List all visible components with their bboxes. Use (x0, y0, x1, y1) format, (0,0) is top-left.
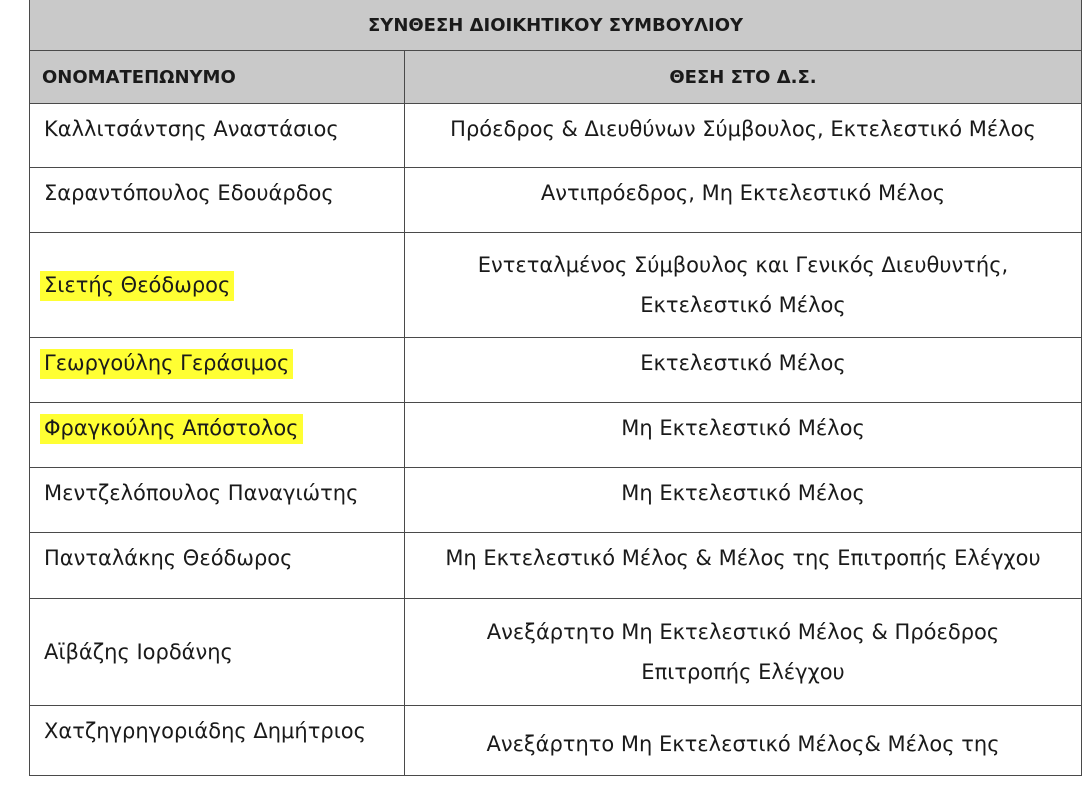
table-row (30, 168, 1082, 233)
table-row (30, 104, 1082, 168)
table-row (30, 468, 1082, 533)
member-name-cell (30, 706, 405, 776)
member-position-cell (405, 338, 1082, 403)
member-position-line: Μη Εκτελεστικό Μέλος (621, 481, 865, 505)
member-name: Σαραντόπουλος Εδουάρδος (44, 181, 334, 205)
member-name-cell (30, 233, 405, 338)
table-row (30, 233, 1082, 338)
member-position-cell (405, 233, 1082, 338)
column-header-name: ΟΝΟΜΑΤΕΠΩΝΥΜΟ (30, 51, 405, 104)
member-position-line: Μη Εκτελεστικό Μέλος & Μέλος της Επιτροπής Ελέγχου (445, 546, 1041, 570)
member-name-highlighted: Σιετής Θεόδωρος (40, 271, 234, 301)
member-name: Καλλιτσάντσης Αναστάσιος (44, 117, 339, 141)
member-name-highlighted: Φραγκούλης Απόστολος (40, 414, 303, 444)
member-position-cell (405, 168, 1082, 233)
member-name-cell (30, 599, 405, 706)
member-position-cell (405, 468, 1082, 533)
column-header-position: ΘΕΣΗ ΣΤΟ Δ.Σ. (405, 51, 1082, 104)
member-name-highlighted: Γεωργούλης Γεράσιμος (40, 349, 293, 379)
member-position-line: Εκτελεστικό Μέλος (640, 293, 846, 317)
member-position-cell (405, 706, 1082, 776)
member-position-cell (405, 599, 1082, 706)
member-position-line: Εντεταλμένος Σύμβουλος και Γενικός Διευθυντής, (477, 253, 1009, 277)
member-name-cell (30, 468, 405, 533)
table-row (30, 533, 1082, 599)
table-row (30, 706, 1082, 776)
member-name-cell (30, 338, 405, 403)
table-header-row (30, 51, 1082, 104)
member-name-cell (30, 168, 405, 233)
member-name-cell (30, 403, 405, 468)
member-position-line: Ανεξάρτητο Μη Εκτελεστικό Μέλος & Πρόεδρος (486, 620, 1000, 644)
member-name: Μεντζελόπουλος Παναγιώτης (44, 481, 359, 505)
member-position-cell (405, 533, 1082, 599)
table-row (30, 338, 1082, 403)
member-position-cell (405, 104, 1082, 168)
member-name-cell (30, 104, 405, 168)
member-position-line: Επιτροπής Ελέγχου (641, 660, 845, 684)
member-position-line: Ανεξάρτητο Μη Εκτελεστικό Μέλος& Μέλος της (486, 732, 1000, 756)
board-composition-table (29, 0, 1082, 776)
member-name: Αϊβάζης Ιορδάνης (44, 640, 233, 664)
member-position-line: Εκτελεστικό Μέλος (640, 351, 846, 375)
table-row (30, 599, 1082, 706)
table-title-row (30, 0, 1082, 51)
member-position-line: Αντιπρόεδρος, Μη Εκτελεστικό Μέλος (540, 181, 946, 205)
table-title: ΣΥΝΘΕΣΗ ΔΙΟΙΚΗΤΙΚΟΥ ΣΥΜΒΟΥΛΙΟΥ (30, 0, 1082, 51)
member-position-line: Πρόεδρος & Διευθύνων Σύμβουλος, Εκτελεστικό Μέλος (450, 117, 1036, 141)
table-row (30, 403, 1082, 468)
member-name: Πανταλάκης Θεόδωρος (44, 546, 293, 570)
member-position-cell (405, 403, 1082, 468)
member-name: Χατζηγρηγοριάδης Δημήτριος (44, 719, 366, 743)
member-position-line: Μη Εκτελεστικό Μέλος (621, 416, 865, 440)
member-name-cell (30, 533, 405, 599)
